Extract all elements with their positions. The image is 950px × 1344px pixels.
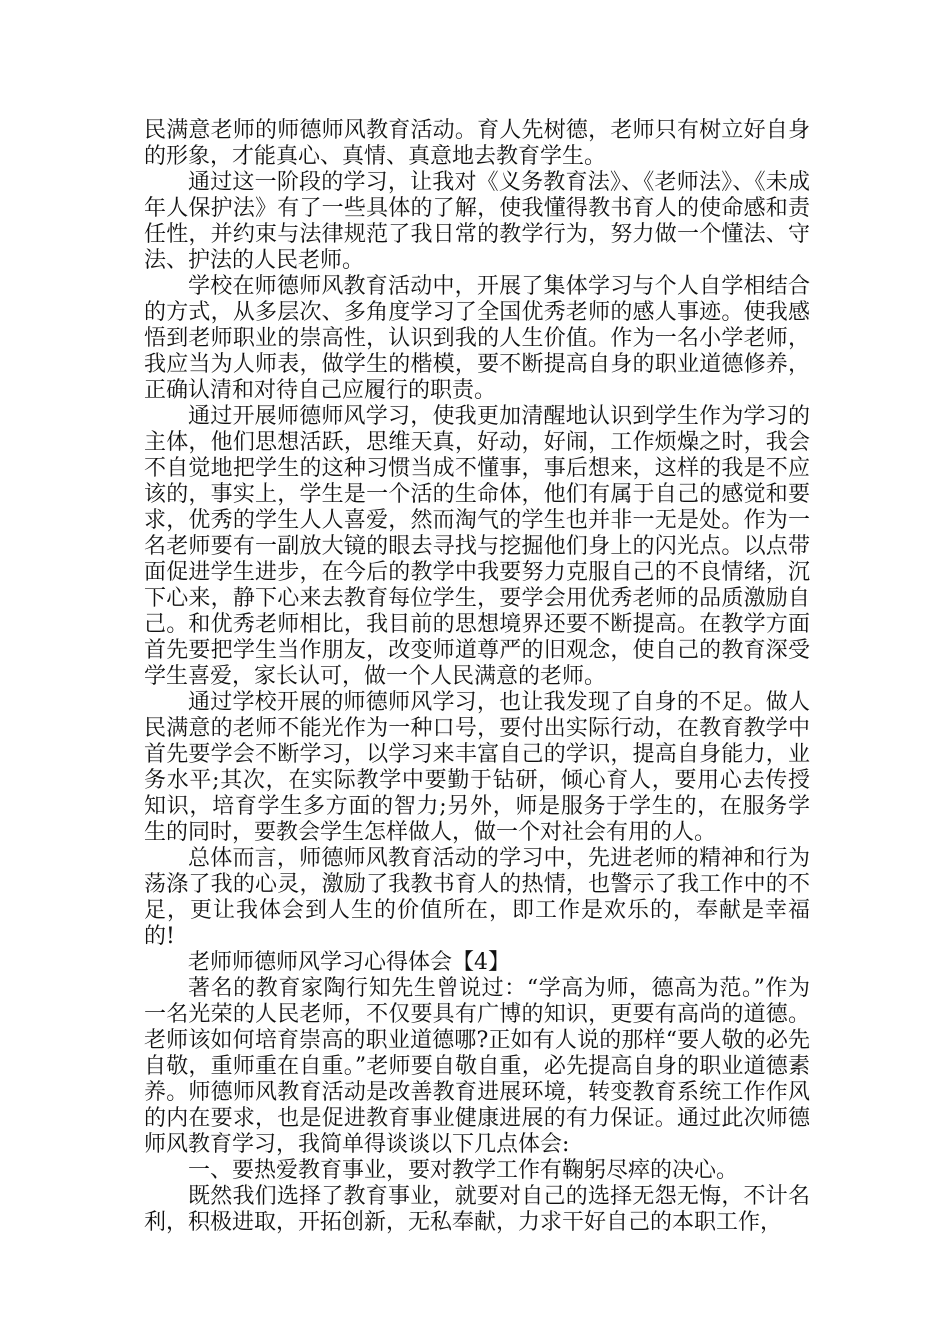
paragraph-continuation: 民满意老师的师德师风教育活动。育人先树德，老师只有树立好自身的形象，才能真心、真情、真意地去教育学生。 [144, 118, 810, 169]
paragraph-summary: 总体而言，师德师风教育活动的学习中，先进老师的精神和行为荡涤了我的心灵，激励了我教书育人的热情，也警示了我工作中的不足，更让我体会到人生的价值所在，即工作是欢乐的，奉献是幸福的! [144, 846, 810, 949]
paragraph-point-one: 一、要热爱教育事业，要对教学工作有鞠躬尽瘁的决心。 [188, 1158, 739, 1183]
document-page [144, 118, 810, 1236]
paragraph-students-reflection: 通过开展师德师风学习，使我更加清醒地认识到学生作为学习的主体，他们思想活跃，思维天真，好动，好闹，工作烦燥之时，我会不自觉地把学生的这种习惯当成不懂事，事后想来，这样的我是不应该的，事实上，学生是一个活的生命体，他们有属于自己的感觉和要求，优秀的学生人人喜爱，然而淘气的学生也并非一无是处。作为一名老师要有一副放大镜的眼去寻找与挖掘他们身上的闪光点。以点带面促进学生进步，在今后的教学中我要努力克服自己的不良情绪，沉下心来，静下心来去教育每位学生，要学会用优秀老师的品质激励自己。和优秀老师相比，我目前的思想境界还要不断提高。在教学方面首先要把学生当作朋友，改变师道尊严的旧观念，使自己的教育深受学生喜爱，家长认可，做一个人民满意的老师。 [144, 404, 810, 689]
paragraph-shortcomings: 通过学校开展的师德师风学习，也让我发现了自身的不足。做人民满意的老师不能光作为一种口号，要付出实际行动，在教育教学中首先要学会不断学习，以学习来丰富自己的学识，提高自身能力，业务水平;其次，在实际教学中要勤于钻研，倾心育人，要用心去传授知识，培育学生多方面的智力;另外，师是服务于学生的，在服务学生的同时，要教会学生怎样做人，做一个对社会有用的人。 [144, 690, 810, 845]
paragraph-school-activity: 学校在师德师风教育活动中，开展了集体学习与个人自学相结合的方式，从多层次、多角度学习了全国优秀老师的感人事迹。使我感悟到老师职业的崇高性，认识到我的人生价值。作为一名小学老师，我应当为人师表，做学生的楷模，要不断提高自身的职业道德修养，正确认清和对待自己应履行的职责。 [144, 274, 810, 403]
section-heading: 老师师德师风学习心得体会【4】 [188, 950, 510, 975]
paragraph-law-study: 通过这一阶段的学习，让我对《义务教育法》、《老师法》、《未成年人保护法》有了一些具体的了解，使我懂得教书育人的使命感和责任性，并约束与法律规范了我日常的教学行为，努力做一个懂法、守法、护法的人民老师。 [144, 170, 810, 273]
paragraph-tao-xingzhi-quote: 著名的教育家陶行知先生曾说过：“学高为师，德高为范。”作为一名光荣的人民老师，不仅要具有广博的知识，更要有高尚的道德。老师该如何培育崇高的职业道德哪?正如有人说的那样“要人敬的必先自敬，重师重在自重。”老师要自敬自重，必先提高自身的职业道德素养。师德师风教育活动是改善教育进展环境，转变教育系统工作作风的内在要求，也是促进教育事业健康进展的有力保证。通过此次师德师风教育学习，我简单得谈谈以下几点体会: [144, 976, 810, 1157]
paragraph-career-choice: 既然我们选择了教育事业，就要对自己的选择无怨无悔，不计名利，积极进取，开拓创新，无私奉献，力求干好自己的本职工作， [144, 1184, 810, 1235]
